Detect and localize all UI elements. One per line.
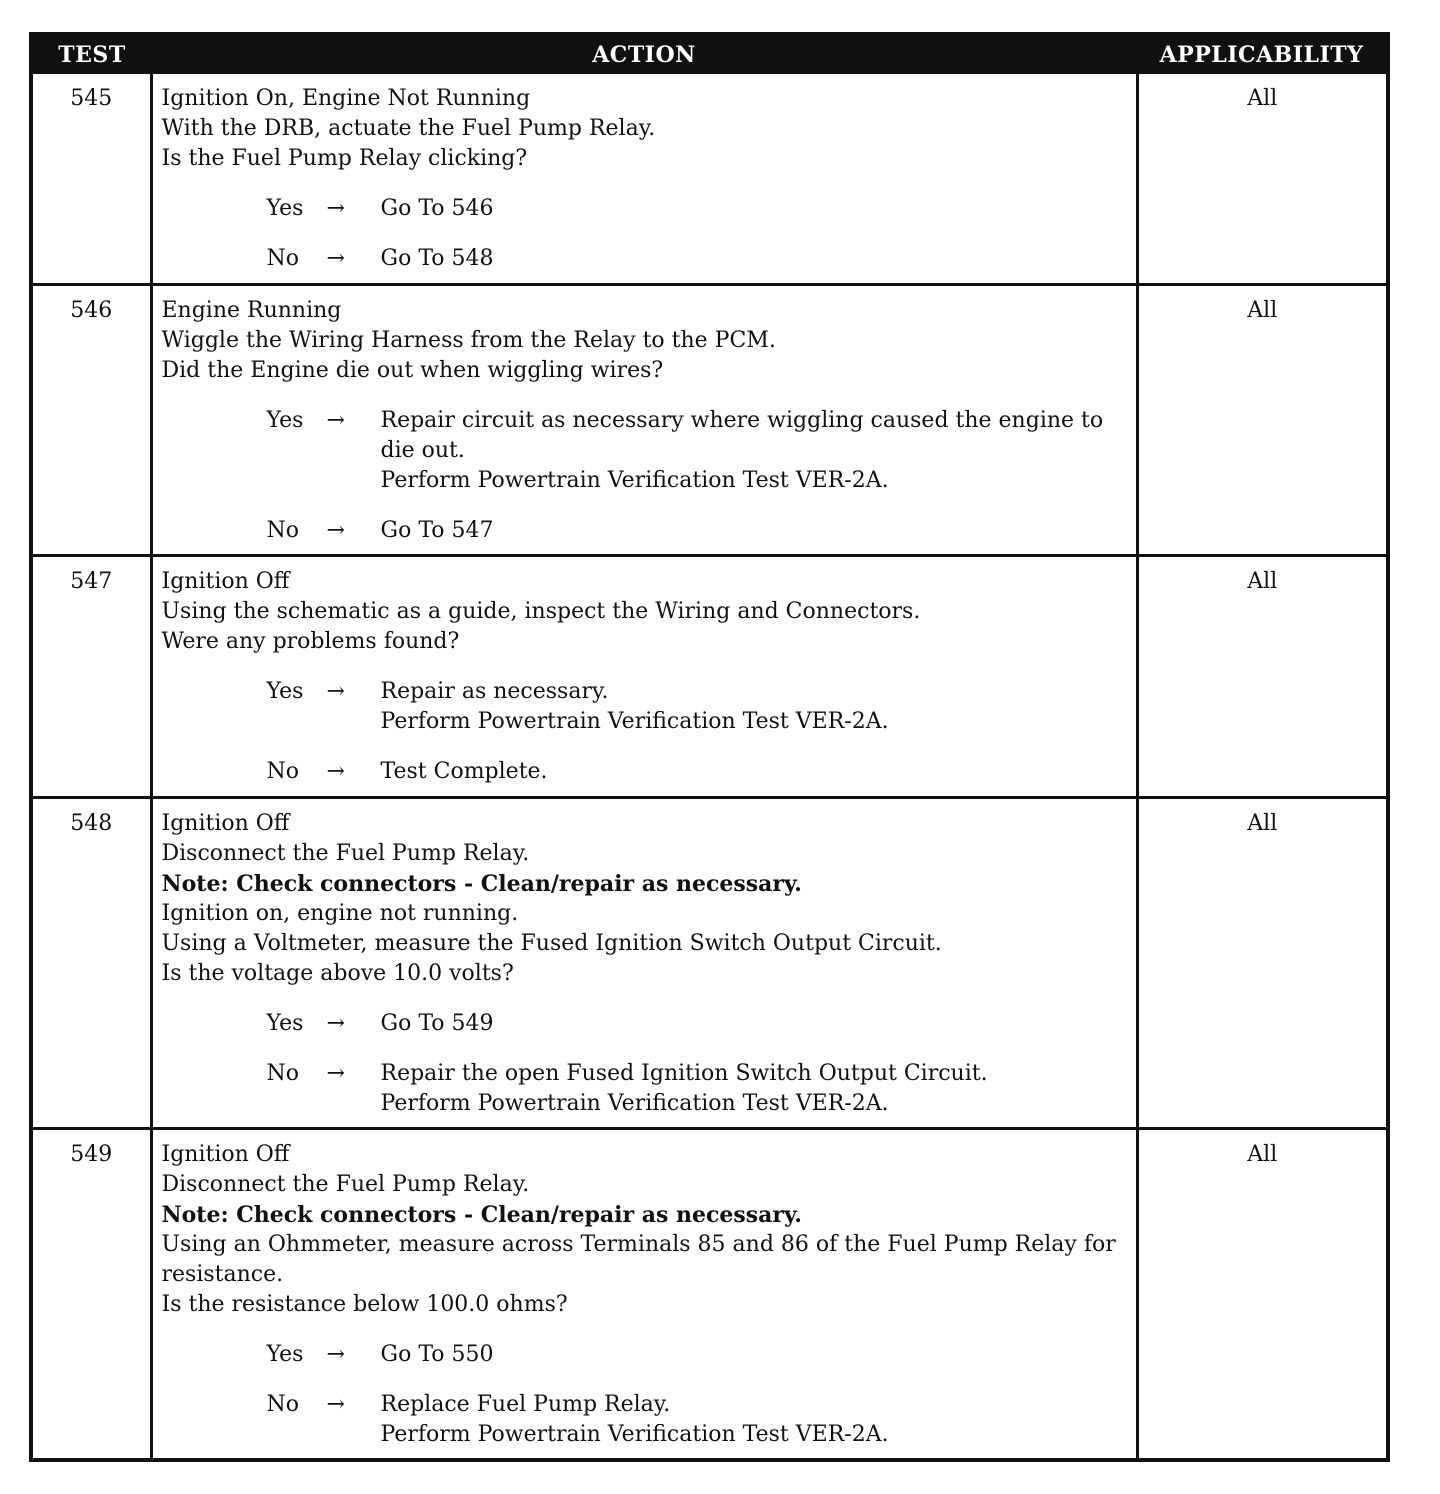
- action-line: Ignition Off: [161, 1141, 290, 1167]
- yes-outcome: [162, 677, 1128, 737]
- action-cell: [151, 74, 1137, 284]
- no-label: No: [266, 758, 299, 784]
- test-number: 546: [33, 284, 151, 555]
- result-line: Go To 548: [380, 246, 494, 271]
- note-line: Note: Check connectors - Clean/repair as necessary.: [161, 870, 802, 897]
- no-result: [381, 1059, 1128, 1119]
- applicability-value: All: [1137, 797, 1386, 1128]
- result-line: Perform Powertrain Verification Test VER-2A.: [380, 708, 889, 734]
- no-outcome: [162, 516, 1128, 546]
- arrow-icon: →: [326, 246, 345, 271]
- yes-label: Yes: [266, 407, 304, 433]
- no-outcome: [162, 244, 1128, 274]
- action-line: Ignition Off: [161, 810, 290, 836]
- diagnostic-test-table: [29, 32, 1390, 1462]
- yes-result: [381, 194, 1128, 224]
- note-line: Note: Check connectors - Clean/repair as necessary.: [161, 1201, 802, 1228]
- action-line: Disconnect the Fuel Pump Relay.: [161, 1171, 530, 1197]
- result-line: Repair as necessary.: [380, 678, 609, 704]
- arrow-icon: →: [326, 1010, 345, 1036]
- table-row: [33, 555, 1386, 797]
- result-line: Go To 550: [380, 1341, 494, 1367]
- yes-outcome: [162, 194, 1128, 224]
- applicability-value: All: [1247, 86, 1278, 111]
- result-line: Perform Powertrain Verification Test VER-2A.: [380, 467, 889, 493]
- action-line: Disconnect the Fuel Pump Relay.: [161, 840, 530, 866]
- table-row: [33, 284, 1386, 555]
- arrow-icon: →: [326, 758, 345, 784]
- result-line: Go To 546: [380, 196, 494, 221]
- table-row: [33, 74, 1386, 284]
- applicability-value: All: [1137, 284, 1386, 555]
- yes-label: Yes: [266, 1341, 304, 1367]
- no-label: No: [266, 246, 299, 271]
- arrow-icon: →: [326, 1341, 345, 1367]
- arrow-icon: →: [326, 678, 345, 704]
- result-line: Test Complete.: [380, 758, 548, 784]
- no-label: No: [266, 1391, 299, 1417]
- no-result: [381, 1390, 1128, 1450]
- action-cell: [151, 555, 1137, 797]
- action-cell: [151, 284, 1137, 555]
- yes-label: Yes: [266, 196, 304, 221]
- action-line: Using an Ohmmeter, measure across Terminals 85 and 86 of the Fuel Pump Relay for resistance.: [161, 1231, 1116, 1287]
- action-line: Is the voltage above 10.0 volts?: [161, 960, 514, 986]
- action-line: Ignition Off: [161, 568, 290, 594]
- action-line: Were any problems found?: [161, 628, 460, 654]
- yes-result: [381, 1009, 1128, 1039]
- header-test: TEST: [33, 36, 151, 74]
- action-cell: [151, 797, 1137, 1128]
- yes-result: [381, 1340, 1128, 1370]
- action-line: Is the Fuel Pump Relay clicking?: [161, 146, 528, 171]
- header-action: ACTION: [151, 36, 1137, 74]
- no-label: No: [266, 1060, 299, 1086]
- action-cell: [151, 1128, 1137, 1458]
- action-line: Ignition On, Engine Not Running: [161, 86, 531, 111]
- no-result: [381, 244, 1128, 274]
- test-number: 545: [33, 74, 151, 284]
- no-result: [381, 757, 1128, 787]
- arrow-icon: →: [326, 517, 345, 543]
- arrow-icon: →: [326, 407, 345, 433]
- test-table: [33, 36, 1386, 1458]
- test-number: 547: [33, 555, 151, 797]
- no-result: [381, 516, 1128, 546]
- yes-outcome: [162, 406, 1128, 496]
- yes-result: [381, 677, 1128, 737]
- applicability-value: All: [1137, 1128, 1386, 1458]
- no-outcome: [162, 1059, 1128, 1119]
- yes-outcome: [162, 1340, 1128, 1370]
- yes-result: [381, 406, 1128, 496]
- action-line: Engine Running: [161, 297, 342, 323]
- arrow-icon: →: [326, 196, 345, 221]
- action-line: Ignition on, engine not running.: [161, 900, 519, 926]
- no-outcome: [162, 757, 1128, 787]
- result-line: Perform Powertrain Verification Test VER-2A.: [380, 1090, 889, 1116]
- table-row: [33, 1128, 1386, 1458]
- yes-label: Yes: [266, 678, 304, 704]
- yes-label: Yes: [266, 1010, 304, 1036]
- result-line: Repair circuit as necessary where wiggling caused the engine to die out.: [380, 407, 1104, 463]
- action-line: Wiggle the Wiring Harness from the Relay to the PCM.: [161, 327, 776, 353]
- applicability-value: All: [1137, 555, 1386, 797]
- test-number: 548: [33, 797, 151, 1128]
- result-line: Repair the open Fused Ignition Switch Output Circuit.: [380, 1060, 988, 1086]
- arrow-icon: →: [326, 1060, 345, 1086]
- test-number: 549: [33, 1128, 151, 1458]
- action-line: Did the Engine die out when wiggling wires?: [161, 357, 664, 383]
- action-line: Using the schematic as a guide, inspect the Wiring and Connectors.: [161, 598, 921, 624]
- result-line: Perform Powertrain Verification Test VER-2A.: [380, 1421, 889, 1447]
- no-label: No: [266, 517, 299, 543]
- action-line: Using a Voltmeter, measure the Fused Ignition Switch Output Circuit.: [161, 930, 942, 956]
- action-line: Is the resistance below 100.0 ohms?: [161, 1291, 568, 1317]
- header-applicability: APPLICABILITY: [1137, 36, 1386, 74]
- action-line: With the DRB, actuate the Fuel Pump Relay.: [161, 116, 656, 141]
- header-row: [33, 36, 1386, 74]
- no-outcome: [162, 1390, 1128, 1450]
- result-line: Go To 549: [380, 1010, 494, 1036]
- table-row: [33, 797, 1386, 1128]
- table-body: [33, 74, 1386, 1458]
- yes-outcome: [162, 1009, 1128, 1039]
- arrow-icon: →: [326, 1391, 345, 1417]
- result-line: Replace Fuel Pump Relay.: [380, 1391, 671, 1417]
- result-line: Go To 547: [380, 517, 494, 543]
